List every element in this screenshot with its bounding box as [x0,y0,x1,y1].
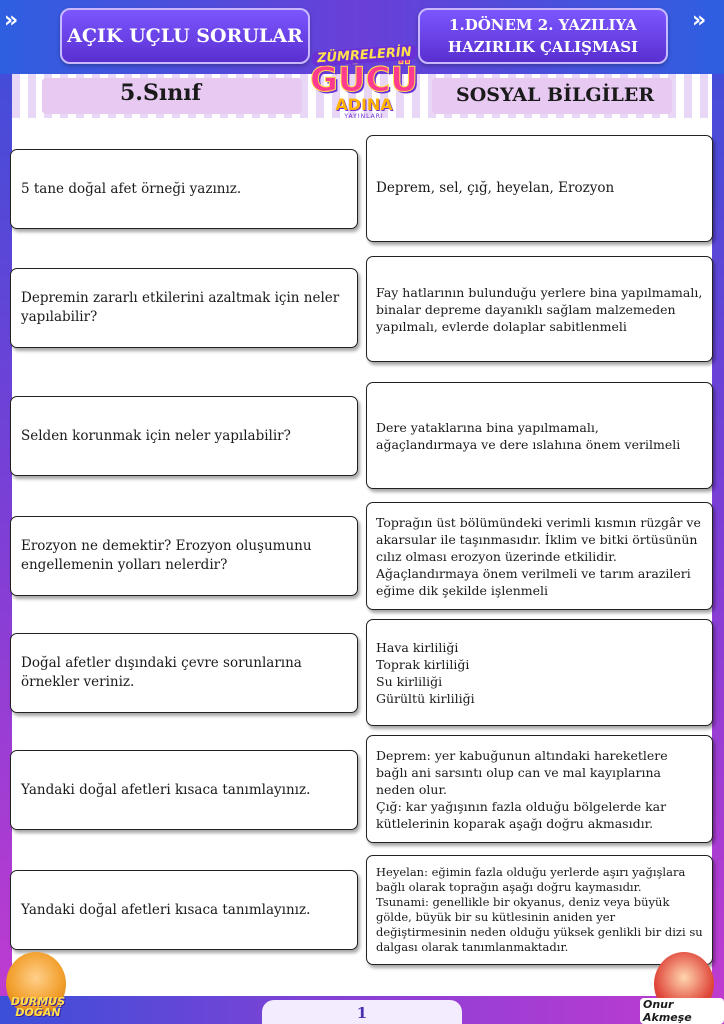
subject-label: SOSYAL BİLGİLER [456,84,655,106]
exam-title-line1: 1.DÖNEM 2. YAZILIYA [449,16,637,34]
answer-text: Deprem, sel, çığ, heyelan, Erozyon [376,180,615,196]
question-text: Erozyon ne demektir? Erozyon oluşumunu engellemenin yolları nelerdir? [21,538,312,573]
author-name-right: Onur Akmeşe [640,998,724,1024]
answer-box [366,735,713,843]
logo-bottom-text: ADINA [335,95,393,114]
logo-main-text: GÜCÜ [309,60,419,100]
exam-title [418,8,668,64]
chevron-right-icon: » [692,8,707,33]
logo-top-text: ZÜMRELERİN [311,44,416,66]
worksheet-type-label: AÇIK UÇLU SORULAR [67,25,303,47]
answer-text: Hava kirliliği Toprak kirliliği Su kirliliği Gürültü kirliliği [376,639,475,706]
answer-box [366,256,713,362]
author-name-left: DURMUŞ DOĞAN [10,995,66,1019]
answer-box [366,619,713,726]
question-box [10,149,358,229]
question-box [10,870,358,950]
logo-sub-text: YAYINLARI [344,113,384,120]
grade-label: 5.Sınıf [120,80,202,106]
answer-text: Fay hatlarının bulunduğu yerlere bina yapılmamalı, binalar depreme dayanıklı sağlam malzemeden yapılmalı, evlerde dolaplar sabitlenmeli [376,284,703,334]
page-number: 1 [356,1004,368,1022]
question-box [10,268,358,348]
answer-box [366,855,713,965]
question-text: Depremin zararlı etkilerini azaltmak için neler yapılabilir? [21,290,340,325]
answer-text: Toprağın üst bölümündeki verimli kısmın rüzgâr ve akarsular ile taşınmasıdır. İklim ve bitki örtüsünün cılız olması erozyon üzerinde etkilidir. Ağaçlandırmaya önem verilmeli ve tarım arazileri eğime dik şekilde işlenmeli [376,514,701,598]
question-text: Doğal afetler dışındaki çevre sorunlarına örnekler veriniz. [21,655,302,690]
page-right-border [712,0,724,1024]
answer-text: Dere yataklarına bina yapılmamalı, ağaçlandırmaya ve dere ıslahına önem verilmeli [376,419,681,452]
question-box [10,396,358,476]
question-text: Yandaki doğal afetleri kısaca tanımlayınız. [21,901,311,918]
question-text: Selden korunmak için neler yapılabilir? [21,427,291,444]
worksheet-type-title [60,8,310,64]
question-box [10,750,358,830]
exam-title-line2: HAZIRLIK ÇALIŞMASI [447,38,639,56]
question-text: Yandaki doğal afetleri kısaca tanımlayınız. [21,781,311,798]
question-text: 5 tane doğal afet örneği yazınız. [21,180,242,197]
answer-box [366,502,713,610]
question-box [10,633,358,713]
chevron-right-icon: » [4,8,19,33]
answer-box [366,382,713,489]
answer-text: Heyelan: eğimin fazla olduğu yerlerde aşırı yağışlara bağlı olarak toprağın aşağı doğru kaymasıdır. Tsunami: genellikle bir okyanus, deniz veya büyük gölde, büyük bir su kütlesinin aniden yer değiştirmesinin neden olduğu yüksek genlikli bir dizi su dalgası olarak tanımlanmaktadır. [376,865,703,954]
question-box [10,516,358,596]
answer-box [366,135,713,242]
answer-text: Deprem: yer kabuğunun altındaki hareketlere bağlı ani sarsıntı olup can ve mal kayıplarına neden olur. Çığ: kar yağışının fazla olduğu bölgelerde kar kütlelerinin koparak aşağı doğru akmasıdır. [376,747,668,831]
publisher-logo [300,44,428,128]
